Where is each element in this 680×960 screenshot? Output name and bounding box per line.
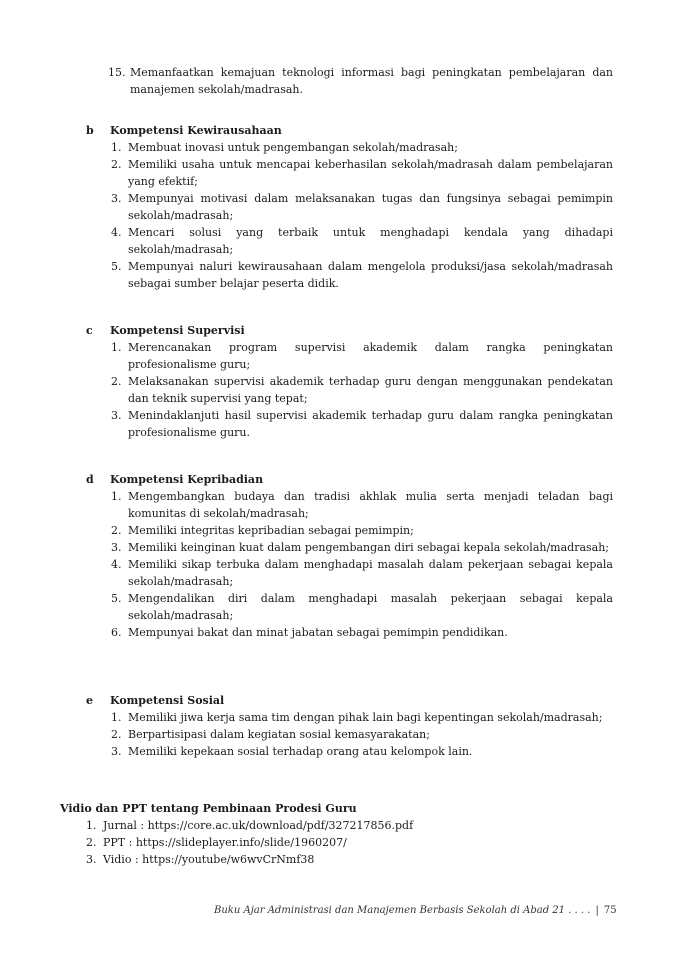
list-item: [108, 64, 613, 98]
item-text: Memiliki usaha untuk mencapai keberhasilan sekolah/madrasah dalam pembelajaran yang efektif;: [128, 158, 613, 188]
list-item: [111, 726, 613, 743]
section-heading: [86, 692, 613, 709]
list-item: [111, 190, 613, 224]
section-title: Kompetensi Kepribadian: [110, 473, 264, 486]
item-text: Mempunyai naluri kewirausahaan dalam mengelola produksi/jasa sekolah/madrasah sebagai sumber belajar peserta didik.: [128, 260, 613, 290]
item-text: Membuat inovasi untuk pengembangan sekolah/madrasah;: [128, 141, 458, 154]
item-number: 3.: [86, 853, 97, 866]
list-item: [111, 258, 613, 292]
item-number: 4.: [111, 558, 122, 571]
item-number: 3.: [111, 745, 122, 758]
item-text: Mempunyai bakat dan minat jabatan sebagai pemimpin pendidikan.: [128, 626, 508, 639]
item-text: Memiliki kepekaan sosial terhadap orang atau kelompok lain.: [128, 745, 473, 758]
section-heading: [86, 322, 613, 339]
section-kewirausahaan: [86, 122, 613, 292]
reference-item: [86, 817, 613, 834]
video-ppt-section: [60, 800, 613, 868]
reference-link[interactable]: Jurnal : https://core.ac.uk/download/pdf/327217856.pdf: [103, 819, 414, 832]
list-item: [111, 522, 613, 539]
item-text: Memiliki sikap terbuka dalam menghadapi masalah dalam pekerjaan sebagai kepala sekolah/madrasah;: [128, 558, 613, 588]
list-item: [111, 373, 613, 407]
item-number: 5.: [111, 592, 122, 605]
reference-item: [86, 851, 613, 868]
item-text: Memanfaatkan kemajuan teknologi informasi bagi peningkatan pembelajaran dan manajemen sekolah/madrasah.: [130, 66, 613, 96]
list-item: [111, 407, 613, 441]
item-number: 2.: [111, 728, 122, 741]
list-item: [111, 624, 613, 641]
item-number: 15.: [108, 66, 126, 79]
reference-item: [86, 834, 613, 851]
list-item: [111, 224, 613, 258]
item-text: Berpartisipasi dalam kegiatan sosial kemasyarakatan;: [128, 728, 430, 741]
reference-link[interactable]: PPT : https://slideplayer.info/slide/1960207/: [103, 836, 347, 849]
item-number: 2.: [111, 524, 122, 537]
item-text: Merencanakan program supervisi akademik dalam rangka peningkatan profesionalisme guru;: [128, 341, 613, 371]
item-text: Mengembangkan budaya dan tradisi akhlak mulia serta menjadi teladan bagi komunitas di sekolah/madrasah;: [128, 490, 613, 520]
item-text: Memiliki jiwa kerja sama tim dengan pihak lain bagi kepentingan sekolah/madrasah;: [128, 711, 603, 724]
section-kepribadian: [86, 471, 613, 641]
item-number: 6.: [111, 626, 122, 639]
item-text: Melaksanakan supervisi akademik terhadap guru dengan menggunakan pendekatan dan teknik supervisi yang tepat;: [128, 375, 613, 405]
section-letter: b: [86, 124, 94, 137]
section-heading: [86, 471, 613, 488]
reference-link[interactable]: Vidio : https://youtube/w6wvCrNmf38: [103, 853, 315, 866]
reference-list: [86, 817, 613, 868]
list-item: [111, 590, 613, 624]
page-footer: [214, 902, 617, 919]
continued-list: [108, 64, 613, 98]
list-item: [111, 743, 613, 760]
item-number: 4.: [111, 226, 122, 239]
item-number: 3.: [111, 409, 122, 422]
item-number: 2.: [111, 375, 122, 388]
page-number: 75: [603, 905, 617, 916]
item-number: 1.: [111, 341, 122, 354]
item-text: Mengendalikan diri dalam menghadapi masalah pekerjaan sebagai kepala sekolah/madrasah;: [128, 592, 613, 622]
footer-separator: |: [595, 905, 599, 916]
list-item: [111, 539, 613, 556]
section-sosial: [86, 692, 613, 760]
item-number: 1.: [86, 819, 97, 832]
item-text: Memiliki keinginan kuat dalam pengembangan diri sebagai kepala sekolah/madrasah;: [128, 541, 610, 554]
item-text: Mempunyai motivasi dalam melaksanakan tugas dan fungsinya sebagai pemimpin sekolah/madrasah;: [128, 192, 613, 222]
item-number: 5.: [111, 260, 122, 273]
section-list: [111, 709, 613, 760]
item-number: 2.: [86, 836, 97, 849]
item-number: 3.: [111, 541, 122, 554]
item-text: Menindaklanjuti hasil supervisi akademik terhadap guru dalam rangka peningkatan profesionalisme guru.: [128, 409, 613, 439]
list-item: [111, 139, 613, 156]
item-number: 2.: [111, 158, 122, 171]
list-item: [111, 488, 613, 522]
section-title: Kompetensi Kewirausahaan: [110, 124, 282, 137]
item-number: 1.: [111, 141, 122, 154]
section-letter: d: [86, 473, 94, 486]
list-item: [111, 339, 613, 373]
item-number: 1.: [111, 711, 122, 724]
section-list: [111, 339, 613, 441]
section-list: [111, 488, 613, 641]
item-number: 3.: [111, 192, 122, 205]
section-title: Kompetensi Supervisi: [110, 324, 245, 337]
section-letter: e: [86, 694, 93, 707]
section-letter: c: [86, 324, 93, 337]
section-heading: [86, 122, 613, 139]
video-section-title: Vidio dan PPT tentang Pembinaan Prodesi Guru: [60, 802, 357, 815]
list-item: [111, 556, 613, 590]
list-item: [111, 156, 613, 190]
item-text: Memiliki integritas kepribadian sebagai pemimpin;: [128, 524, 414, 537]
item-number: 1.: [111, 490, 122, 503]
item-text: Mencari solusi yang terbaik untuk menghadapi kendala yang dihadapi sekolah/madrasah;: [128, 226, 613, 256]
list-item: [111, 709, 613, 726]
section-list: [111, 139, 613, 292]
section-title: Kompetensi Sosial: [110, 694, 225, 707]
section-supervisi: [86, 322, 613, 441]
footer-book-title: Buku Ajar Administrasi dan Manajemen Berbasis Sekolah di Abad 21 . . . .: [214, 905, 591, 916]
